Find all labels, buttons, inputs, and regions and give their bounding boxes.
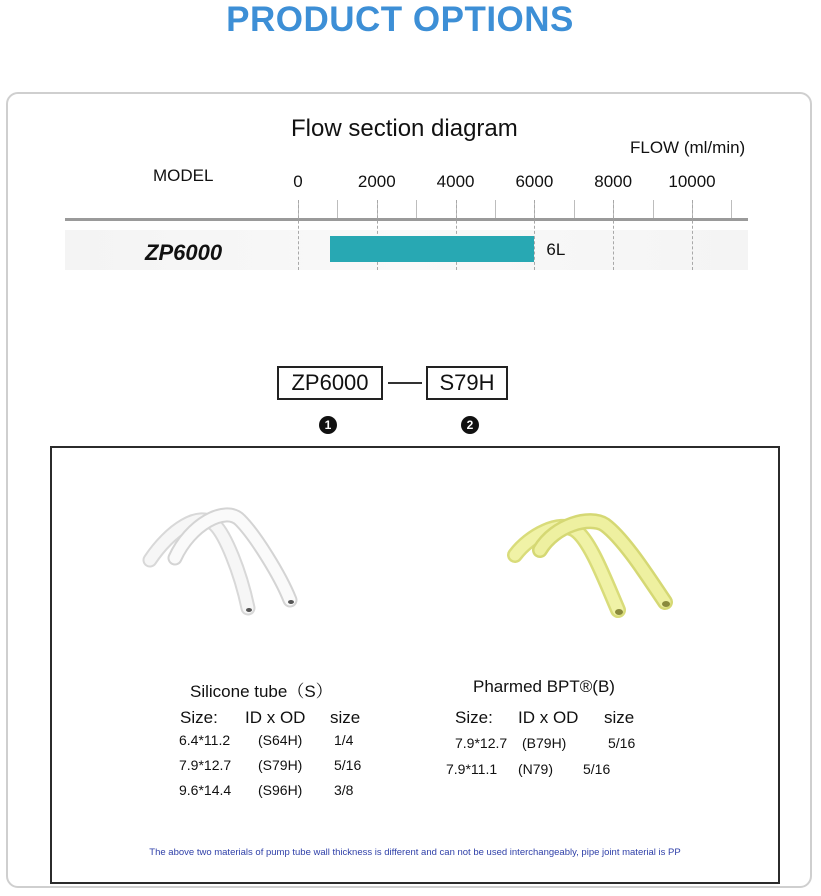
x-tick-label: 4000 <box>436 172 475 191</box>
pharmed-tube-image <box>500 510 700 630</box>
silicone-row-1-inch: 1/4 <box>334 732 354 748</box>
pharmed-header-size: Size: <box>455 708 493 727</box>
pharmed-header-idod: ID x OD <box>518 708 579 727</box>
model-header: MODEL <box>153 166 214 185</box>
x-tick-label: 6000 <box>515 172 554 191</box>
x-tick-mark <box>731 200 732 218</box>
x-tick-mark <box>574 200 575 218</box>
page-title: PRODUCT OPTIONS <box>226 0 574 39</box>
flow-bar <box>330 236 535 262</box>
flow-axis-label: FLOW (ml/min) <box>630 138 746 157</box>
x-tick-mark <box>495 200 496 218</box>
x-tick-label: 8000 <box>594 172 633 191</box>
axis-line <box>65 218 748 221</box>
silicone-row-1-size: 6.4*11.2 <box>179 732 231 748</box>
x-gridline <box>613 200 614 270</box>
silicone-tube-image <box>130 500 330 630</box>
pharmed-row-1-code: (B79H) <box>522 735 567 751</box>
pharmed-tube-name: Pharmed BPT®(B) <box>473 677 615 696</box>
silicone-row-2-inch: 5/16 <box>334 757 362 773</box>
x-gridline <box>298 200 299 270</box>
code-separator <box>388 382 422 384</box>
x-tick-mark <box>416 200 417 218</box>
x-tick-label: 2000 <box>357 172 396 191</box>
silicone-header-inch: size <box>330 708 361 727</box>
silicone-row-3-code: (S96H) <box>258 782 303 798</box>
silicone-row-2-code: (S79H) <box>258 757 303 773</box>
silicone-row-3-inch: 3/8 <box>334 782 354 798</box>
pharmed-header-inch: size <box>604 708 635 727</box>
badge-2: 2 <box>461 416 479 434</box>
x-gridline <box>692 200 693 270</box>
x-tick-mark <box>337 200 338 218</box>
pharmed-row-2-size: 7.9*11.1 <box>446 761 498 777</box>
silicone-header-idod: ID x OD <box>245 708 306 727</box>
badge-1: 1 <box>319 416 337 434</box>
row-model-label: ZP6000 <box>145 240 223 265</box>
pharmed-row-1-size: 7.9*12.7 <box>455 735 508 751</box>
model-code-part2: S79H <box>426 366 508 400</box>
model-code-part1: ZP6000 <box>277 366 383 400</box>
pharmed-row-1-inch: 5/16 <box>608 735 636 751</box>
silicone-row-3-size: 9.6*14.4 <box>179 782 232 798</box>
silicone-tube-name: Silicone tube（S） <box>190 682 333 701</box>
pharmed-row-2-code: (N79) <box>518 761 554 777</box>
footnote: The above two materials of pump tube wall thickness is different and can not be used interchangeably, pipe joint material is PP <box>149 847 681 858</box>
x-tick-label: 0 <box>293 172 303 191</box>
x-gridline <box>534 200 535 270</box>
diagram-title: Flow section diagram <box>291 115 518 142</box>
pharmed-row-2-inch: 5/16 <box>583 761 611 777</box>
silicone-row-2-size: 7.9*12.7 <box>179 757 232 773</box>
silicone-header-size: Size: <box>180 708 218 727</box>
bar-data-label: 6L <box>546 240 566 259</box>
x-tick-label: 10000 <box>668 172 716 191</box>
silicone-row-1-code: (S64H) <box>258 732 303 748</box>
x-tick-mark <box>653 200 654 218</box>
